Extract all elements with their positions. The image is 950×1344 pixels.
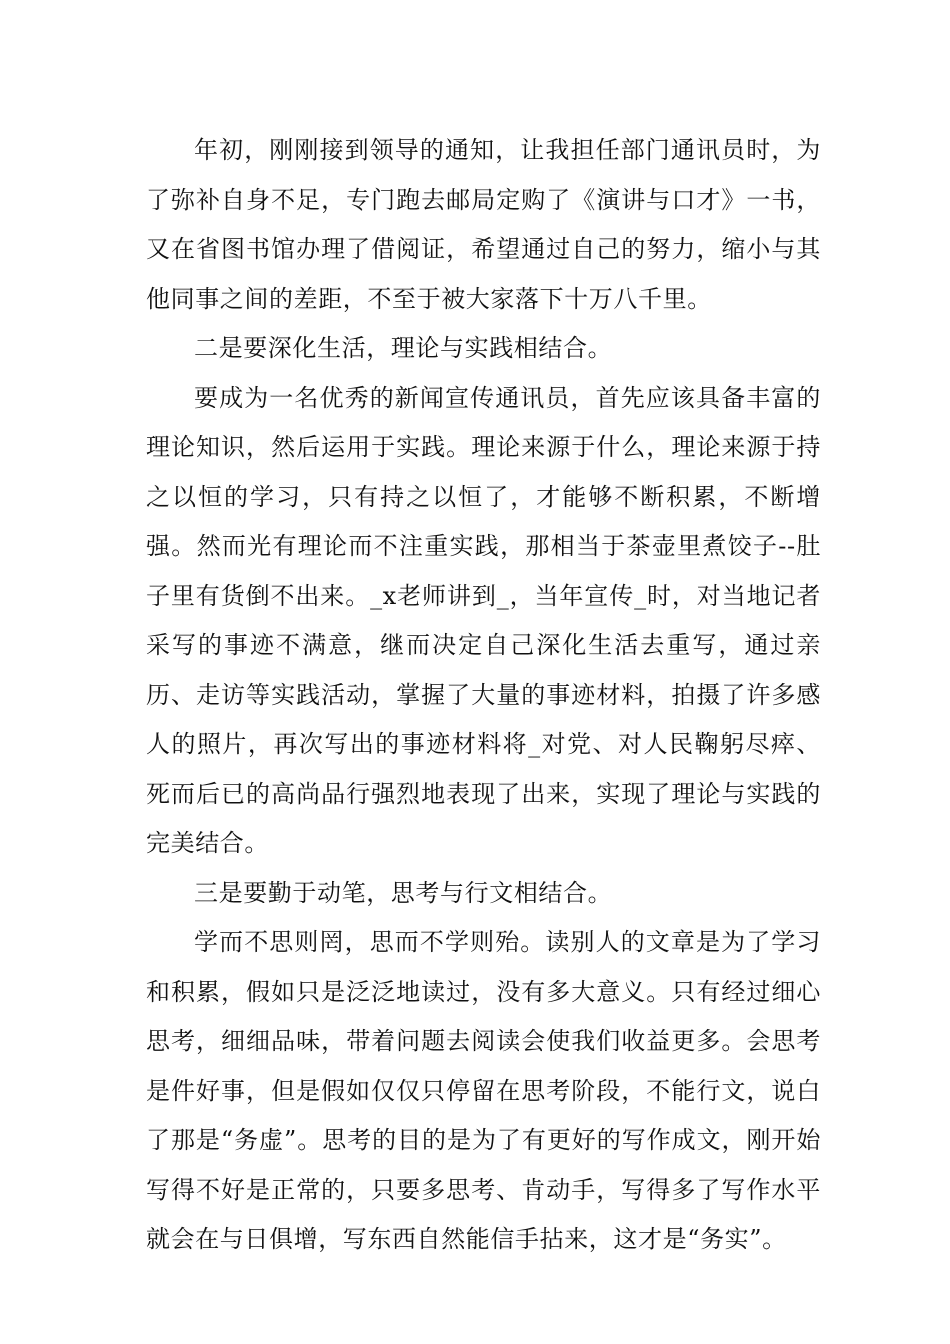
section-heading-3: 三是要勤于动笔，思考与行文相结合。 [194, 878, 613, 907]
paragraph-1: 年初，刚刚接到领导的通知，让我担任部门通讯员时，为了弥补自身不足，专门跑去邮局定购了《演讲与口才》一书，又在省图书馆办理了借阅证，希望通过自己的努力，缩小与其他同事之间的差距，不至于被大家落下十万八千里。 [146, 136, 821, 313]
section-heading-2: 二是要深化生活，理论与实践相结合。 [194, 334, 613, 362]
document-body [146, 126, 821, 1265]
paragraph-3: 学而不思则罔，思而不学则殆。读别人的文章是为了学习和积累，假如只是泛泛地读过，没有多大意义。只有经过细心思考，细细品味，带着问题去阅读会使我们收益更多。会思考是件好事，但是假如仅仅只停留在思考阶段，不能行文，说白了那是“务虚”。思考的目的是为了有更好的写作成文，刚开始写得不好是正常的，只要多思考、肯动手，写得多了写作水平就会在与日俱增，写东西自然能信手拈来，这才是“务实”。 [146, 928, 821, 1253]
paragraph-2: 要成为一名优秀的新闻宣传通讯员，首先应该具备丰富的理论知识，然后运用于实践。理论来源于什么，理论来源于持之以恒的学习，只有持之以恒了，才能够不断积累，不断增强。然而光有理论而不注重实践，那相当于茶壶里煮饺子--肚子里有货倒不出来。_x老师讲到_，当年宣传_时，对当地记者采写的事迹不满意，继而决定自己深化生活去重写，通过亲历、走访等实践活动，掌握了大量的事迹材料，拍摄了许多感人的照片，再次写出的事迹材料将_对党、对人民鞠躬尽瘁、死而后已的高尚品行强烈地表现了出来，实现了理论与实践的完美结合。 [146, 383, 821, 857]
